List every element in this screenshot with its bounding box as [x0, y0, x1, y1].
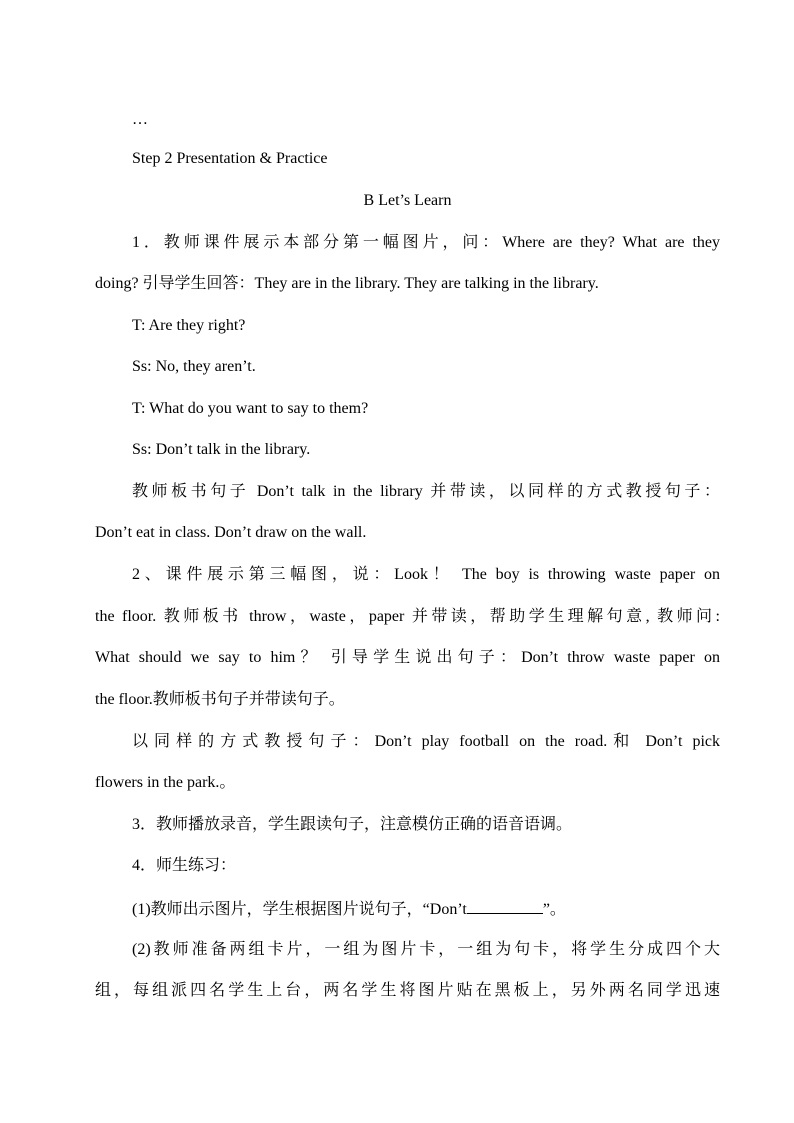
item3-line: 3．教师播放录音，学生跟读句子，注意模仿正确的语音语调。 [132, 816, 573, 833]
dialog-line-3: T: What do you want to say to them? [132, 400, 369, 417]
board-line-2: Don’t eat in class. Don’t draw on the wall. [95, 524, 367, 541]
sub1-suffix: ”。 [542, 901, 566, 918]
item2-line4: the floor.教师板书句子并带读句子。 [95, 691, 345, 708]
item4-line: 4．师生练习： [132, 857, 237, 874]
same-way-line-1: 以同样的方式教授句子：Don’t play football on the road.和 Don’t pick [132, 733, 720, 750]
item2-line1: 2、课件展示第三幅图，说：Look！ The boy is throwing waste paper on [132, 566, 720, 583]
sub2-line-1: (2)教师准备两组卡片，一组为图片卡，一组为句卡，将学生分成四个大 [132, 941, 720, 958]
item2-line3: What should we say to him？ 引导学生说出句子：Don’t throw waste paper on [95, 649, 720, 666]
sub1-line [132, 898, 720, 920]
same-way-line-2: flowers in the park.。 [95, 774, 236, 791]
board-line-1: 教师板书句子 Don’t talk in the library 并带读，以同样的方式教授句子： [132, 483, 720, 500]
sub2-line-2: 组，每组派四名学生上台，两名学生将图片贴在黑板上，另外两名同学迅速 [95, 982, 720, 999]
dialog-line-1: T: Are they right? [132, 317, 246, 334]
fill-in-blank [467, 898, 543, 914]
section-title: B Let’s Learn [363, 192, 452, 209]
item2-line2: the floor. 教师板书 throw，waste，paper 并带读，帮助学生理解句意, 教师问: [95, 608, 720, 625]
dialog-line-2: Ss: No, they aren’t. [132, 358, 256, 375]
step-heading: Step 2 Presentation & Practice [132, 150, 328, 167]
item1-line2: doing? 引导学生回答：They are in the library. They are talking in the library. [95, 275, 599, 292]
dialog-line-4: Ss: Don’t talk in the library. [132, 441, 311, 458]
ellipsis-line: … [132, 111, 148, 128]
sub1-prefix: (1)教师出示图片，学生根据图片说句子，“Don’t [132, 901, 467, 918]
item1-line1: 1．教师课件展示本部分第一幅图片，问：Where are they? What are they [132, 234, 720, 251]
